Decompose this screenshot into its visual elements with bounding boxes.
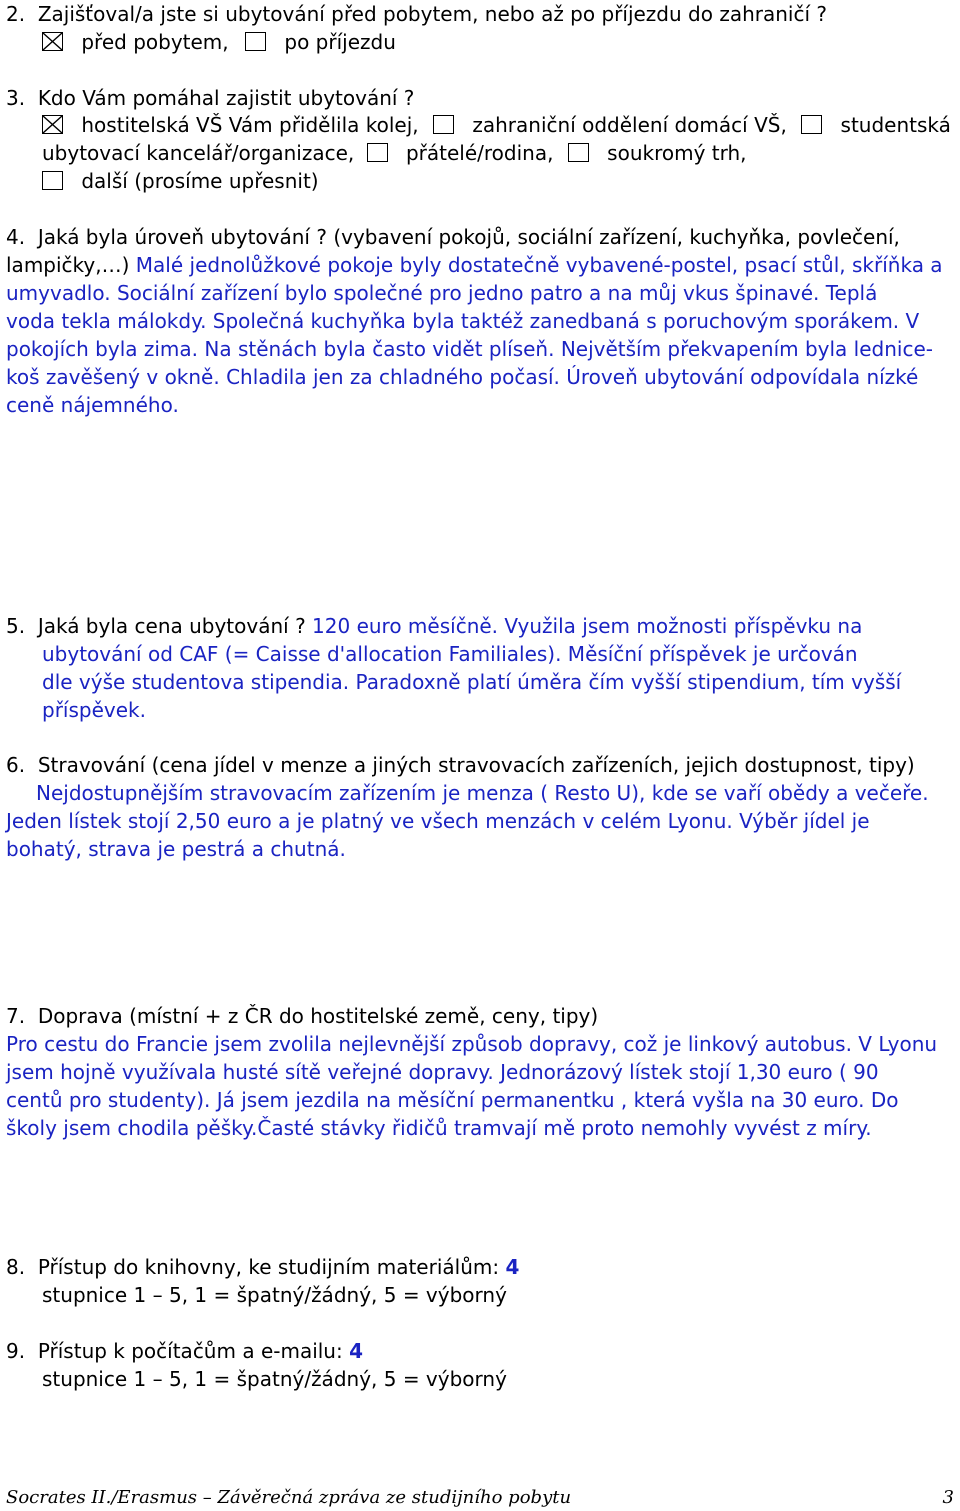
q4-answer-1: Malé jednolůžkové pokoje byly dostatečně vybavené-postel, psací stůl, skříňka a bbox=[135, 253, 943, 277]
checkbox-private-market[interactable] bbox=[568, 143, 589, 162]
page-footer bbox=[6, 1487, 954, 1509]
checkbox-after-arrival[interactable] bbox=[245, 32, 266, 51]
checkbox-student-agency[interactable] bbox=[801, 115, 822, 134]
footer-text: Socrates II./Erasmus – Závěrečná zpráva ze studijního pobytu bbox=[6, 1487, 572, 1508]
q5-answer-2: ubytování od CAF (= Caisse d'allocation Familiales). Měsíční příspěvek je určován bbox=[42, 642, 858, 666]
q7-answer-1: Pro cestu do Francie jsem zvolila nejlevnější způsob dopravy, což je linkový autobus. V Lyonu bbox=[6, 1032, 938, 1056]
q5-answer-3: dle výše studentova stipendia. Paradoxně platí úměra čím vyšší stipendium, tím vyšší bbox=[42, 670, 902, 694]
q9-scale: stupnice 1 – 5, 1 = špatný/žádný, 5 = výborný bbox=[42, 1367, 507, 1391]
q6-line-1 bbox=[6, 753, 915, 777]
checkmark-cross-icon bbox=[42, 115, 63, 134]
q4-answer-4: pokojích byla zima. Na stěnách byla často vidět plíseň. Největším překvapením byla lednice- bbox=[6, 337, 933, 361]
q3-options-row3 bbox=[42, 169, 319, 193]
q4-answer-3: voda tekla málokdy. Společná kuchyňka byla taktéž zanedbaná s poruchovým sporákem. V bbox=[6, 309, 920, 333]
q8-line-1 bbox=[6, 1255, 519, 1279]
q9-rating: 4 bbox=[349, 1339, 364, 1363]
option-before-stay-label: před pobytem, bbox=[81, 30, 229, 54]
q2-number: 2. bbox=[6, 2, 26, 26]
q6-question: Stravování (cena jídel v menze a jiných stravovacích zařízeních, jejich dostupnost, tipy) bbox=[37, 753, 915, 777]
q4-question-cont: lampičky,…) bbox=[6, 253, 130, 277]
q6-answer-3: bohatý, strava je pestrá a chutná. bbox=[6, 837, 346, 861]
q8-rating: 4 bbox=[505, 1255, 520, 1279]
q3-options-row1 bbox=[42, 113, 951, 137]
checkbox-friends-family[interactable] bbox=[367, 143, 388, 162]
q2-options bbox=[42, 30, 396, 54]
q8-question: Přístup do knihovny, ke studijním materiálům: bbox=[37, 1255, 500, 1279]
q2-text: Zajišťoval/a jste si ubytování před pobytem, nebo až po příjezdu do zahraničí ? bbox=[37, 2, 827, 26]
option-host-university-label: hostitelská VŠ Vám přidělila kolej, bbox=[81, 113, 419, 137]
q7-answer-2: jsem hojně využívala husté sítě veřejné dopravy. Jednorázový lístek stojí 1,30 euro ( 90 bbox=[6, 1060, 879, 1084]
option-after-arrival-label: po příjezdu bbox=[284, 30, 396, 54]
q5-line-1 bbox=[6, 614, 862, 638]
q5-answer-4: příspěvek. bbox=[42, 698, 146, 722]
option-student-agency-label-a: studentská bbox=[840, 113, 951, 137]
q8-scale: stupnice 1 – 5, 1 = špatný/žádný, 5 = výborný bbox=[42, 1283, 507, 1307]
checkbox-foreign-office[interactable] bbox=[433, 115, 454, 134]
option-friends-family-label: přátelé/rodina, bbox=[405, 141, 554, 165]
option-private-market-label: soukromý trh, bbox=[607, 141, 747, 165]
q8-number: 8. bbox=[6, 1255, 26, 1279]
q4-answer-2: umyvadlo. Sociální zařízení bylo společné pro jedno patro a na můj vkus špinavé. Teplá bbox=[6, 281, 878, 305]
q7-line-1 bbox=[6, 1004, 598, 1028]
q4-answer-5: koš zavěšený v okně. Chladila jen za chladného počasí. Úroveň ubytování odpovídala nízké bbox=[6, 365, 919, 389]
q4-question: Jaká byla úroveň ubytování ? (vybavení pokojů, sociální zařízení, kuchyňka, povlečení, bbox=[37, 225, 900, 249]
q3-question bbox=[6, 86, 414, 110]
option-other-label: další (prosíme upřesnit) bbox=[81, 169, 319, 193]
q6-answer-2: Jeden lístek stojí 2,50 euro a je platný ve všech menzách v celém Lyonu. Výběr jídel je bbox=[6, 809, 870, 833]
q7-answer-4: školy jsem chodila pěšky.Časté stávky řidičů tramvají mě proto nemohly vyvést z míry. bbox=[6, 1116, 872, 1140]
q4-line-1 bbox=[6, 225, 900, 249]
page-number: 3 bbox=[942, 1487, 954, 1508]
checkbox-before-stay[interactable] bbox=[42, 32, 63, 51]
q5-question: Jaká byla cena ubytování ? bbox=[37, 614, 306, 638]
q5-number: 5. bbox=[6, 614, 26, 638]
q4-answer-6: ceně nájemného. bbox=[6, 393, 179, 417]
q2-question bbox=[6, 2, 827, 26]
q3-options-row2 bbox=[42, 141, 747, 165]
checkbox-other[interactable] bbox=[42, 171, 63, 190]
q5-answer-1: 120 euro měsíčně. Využila jsem možnosti příspěvku na bbox=[312, 614, 863, 638]
q9-question: Přístup k počítačům a e-mailu: bbox=[37, 1339, 343, 1363]
option-student-agency-label-b: ubytovací kancelář/organizace, bbox=[42, 141, 355, 165]
q6-answer-1: Nejdostupnějším stravovacím zařízením je menza ( Resto U), kde se vaří obědy a večeře. bbox=[36, 781, 929, 805]
checkmark-cross-icon bbox=[42, 32, 63, 51]
q4-line-2 bbox=[6, 253, 943, 277]
q4-number: 4. bbox=[6, 225, 26, 249]
q3-number: 3. bbox=[6, 86, 26, 110]
option-foreign-office-label: zahraniční oddělení domácí VŠ, bbox=[472, 113, 787, 137]
q7-question: Doprava (místní + z ČR do hostitelské země, ceny, tipy) bbox=[37, 1004, 599, 1028]
q9-number: 9. bbox=[6, 1339, 26, 1363]
q7-answer-3: centů pro studenty). Já jsem jezdila na měsíční permanentku , která vyšla na 30 euro. Do bbox=[6, 1088, 899, 1112]
q6-number: 6. bbox=[6, 753, 26, 777]
q3-text: Kdo Vám pomáhal zajistit ubytování ? bbox=[37, 86, 415, 110]
checkbox-host-university[interactable] bbox=[42, 115, 63, 134]
q9-line-1 bbox=[6, 1339, 363, 1363]
q7-number: 7. bbox=[6, 1004, 26, 1028]
